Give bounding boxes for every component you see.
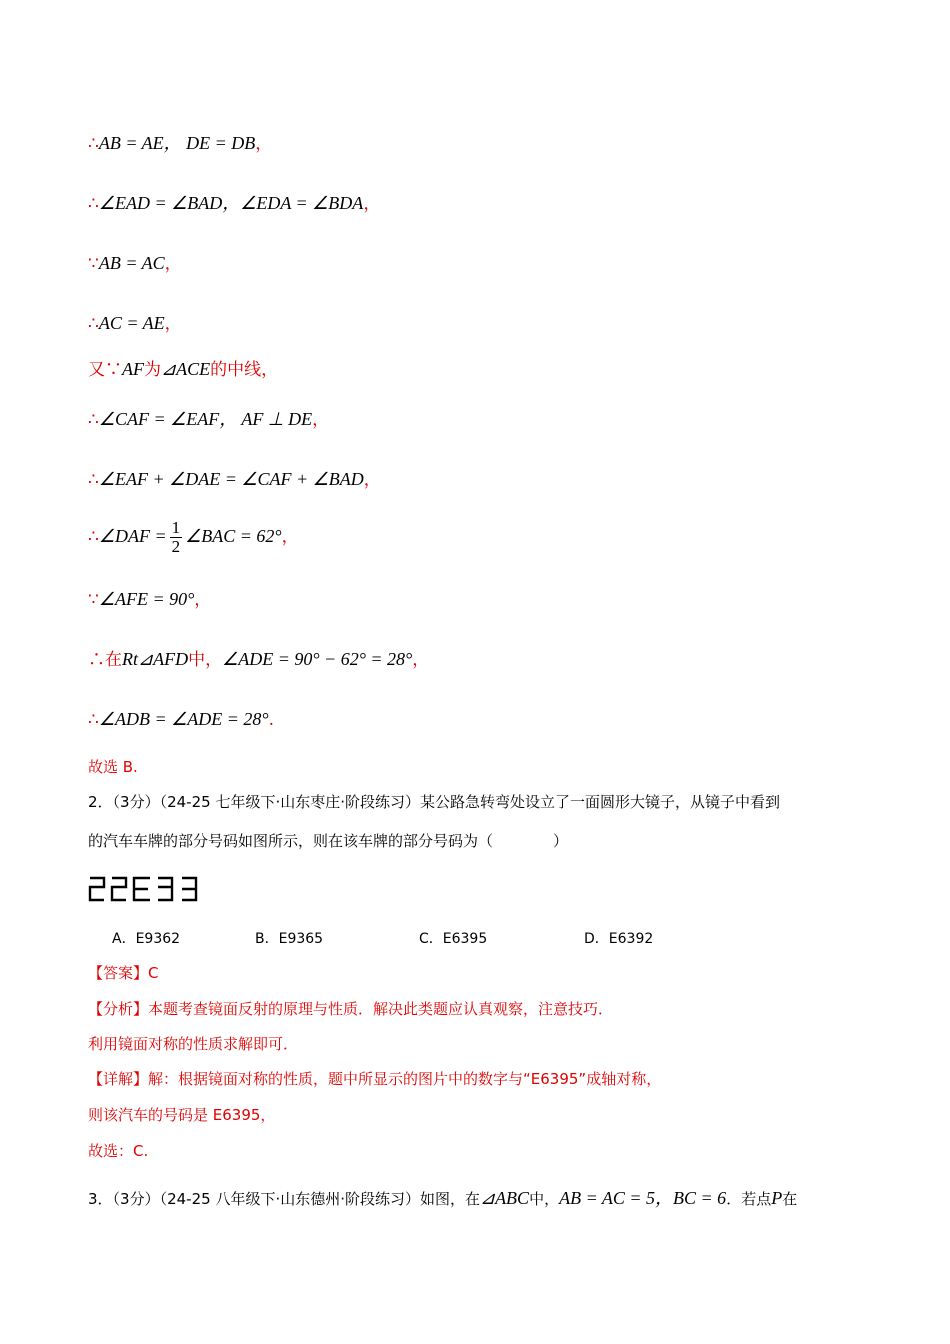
step-tail: ， [312, 410, 330, 430]
step-prefix: ∴ [88, 410, 99, 430]
q2-stem-line2: 的汽车车牌的部分号码如图所示，则在该车牌的部分号码为（ ） [88, 832, 569, 850]
step-5 [88, 358, 278, 381]
fraction [170, 519, 183, 556]
step-math: ∠EAF + ∠DAE = ∠CAF + ∠BAD [98, 469, 364, 489]
step-prefix: 又∵ [88, 360, 122, 380]
step-math-2: ∠ADE = 90° − 62° = 28° [222, 649, 413, 669]
step-prefix: ∴ [88, 134, 99, 154]
step-10 [88, 648, 429, 671]
q3-text-b: 中， [529, 1190, 560, 1208]
step-6 [88, 408, 329, 431]
step-tail: ， [363, 194, 381, 214]
step-11 [88, 708, 274, 731]
step-tail: ， [412, 650, 430, 670]
step-math-2: ∠BAC = 62° [185, 526, 282, 546]
step-8 [88, 517, 299, 556]
analysis-line1: 【分析】本题考查镜面反射的原理与性质．解决此类题应认真观察，注意技巧． [88, 1000, 614, 1018]
step-tail: . [268, 710, 274, 730]
step-9 [88, 588, 211, 611]
step-3 [88, 252, 182, 275]
option-b[interactable]: B．E9365 [255, 931, 324, 947]
answer: 【答案】C [88, 964, 159, 982]
q3-math-c: P [771, 1188, 783, 1208]
step-tail: ， [363, 470, 381, 490]
step-math: AC = AE [98, 313, 165, 333]
q3-math-a: ⊿ABC [479, 1188, 530, 1208]
step-tail: 的中线， [210, 360, 279, 380]
q3-text-c: ．若点 [726, 1190, 772, 1208]
step-prefix: ∴ [88, 314, 99, 334]
q2-stem-line1: 2．（3分）（24-25 七年级下·山东枣庄·阶段练习）某公路急转弯处设立了一面圆形大镜子，从镜子中看到 [88, 793, 780, 811]
step-tail: ， [164, 254, 182, 274]
step-math: AB = AC [98, 253, 165, 273]
detail-line1: 【详解】解：根据镜面对称的性质，题中所显示的图片中的数字与“E6395”成轴对称， [88, 1070, 662, 1088]
step-mid: 为 [144, 360, 161, 380]
q3-stem [88, 1187, 797, 1210]
step-math: ∠EAD = ∠BAD，∠EDA = ∠BDA [98, 193, 364, 213]
step-prefix: ∴ [88, 194, 99, 214]
step-2 [88, 192, 380, 215]
fraction-numerator: 1 [171, 518, 181, 537]
step-prefix: ∴ [88, 527, 99, 547]
step-math: ∠AFE = 90° [98, 589, 195, 609]
step-mid: 中， [188, 650, 223, 670]
step-math: ∠ADB = ∠ADE = 28° [98, 709, 269, 729]
q3-math-b: AB = AC = 5，BC = 6 [559, 1188, 727, 1208]
step-4 [88, 312, 182, 335]
q3-text-d: 在 [782, 1190, 798, 1208]
step-math-2: ⊿ACE [161, 359, 211, 379]
step-prefix: ∵ [88, 590, 99, 610]
analysis-line2: 利用镜面对称的性质求解即可． [88, 1035, 299, 1053]
step-prefix: ∵ [88, 254, 99, 274]
q3-text-a: 3．（3分）（24-25 八年级下·山东德州·阶段练习）如图，在 [88, 1190, 480, 1208]
option-d[interactable]: D．E6392 [584, 931, 654, 947]
step-math: Rt⊿AFD [122, 649, 189, 669]
step-prefix: ∴在 [88, 650, 122, 670]
detail-line2: 则该汽车的号码是 E6395， [88, 1106, 276, 1124]
fraction-denominator: 2 [171, 537, 181, 556]
step-7 [88, 468, 381, 491]
option-a[interactable]: A．E9362 [112, 931, 181, 947]
option-c[interactable]: C．E6395 [419, 931, 488, 947]
step-tail: ， [281, 527, 299, 547]
step-tail: ， [164, 314, 182, 334]
mirrored-plate-image [88, 872, 200, 902]
step-prefix: ∴ [88, 710, 99, 730]
step-math: ∠DAF = [98, 526, 167, 546]
step-math: ∠CAF = ∠EAF， AF ⊥ DE [98, 409, 313, 429]
conclusion-q2: 故选：C. [88, 1142, 149, 1160]
step-math: AB = AE， DE = DB [98, 133, 256, 153]
step-math: AF [122, 359, 144, 379]
step-1 [88, 132, 272, 155]
step-tail: ， [255, 134, 273, 154]
step-tail: ， [194, 590, 212, 610]
conclusion-q1: 故选 B. [88, 758, 138, 776]
step-prefix: ∴ [88, 470, 99, 490]
